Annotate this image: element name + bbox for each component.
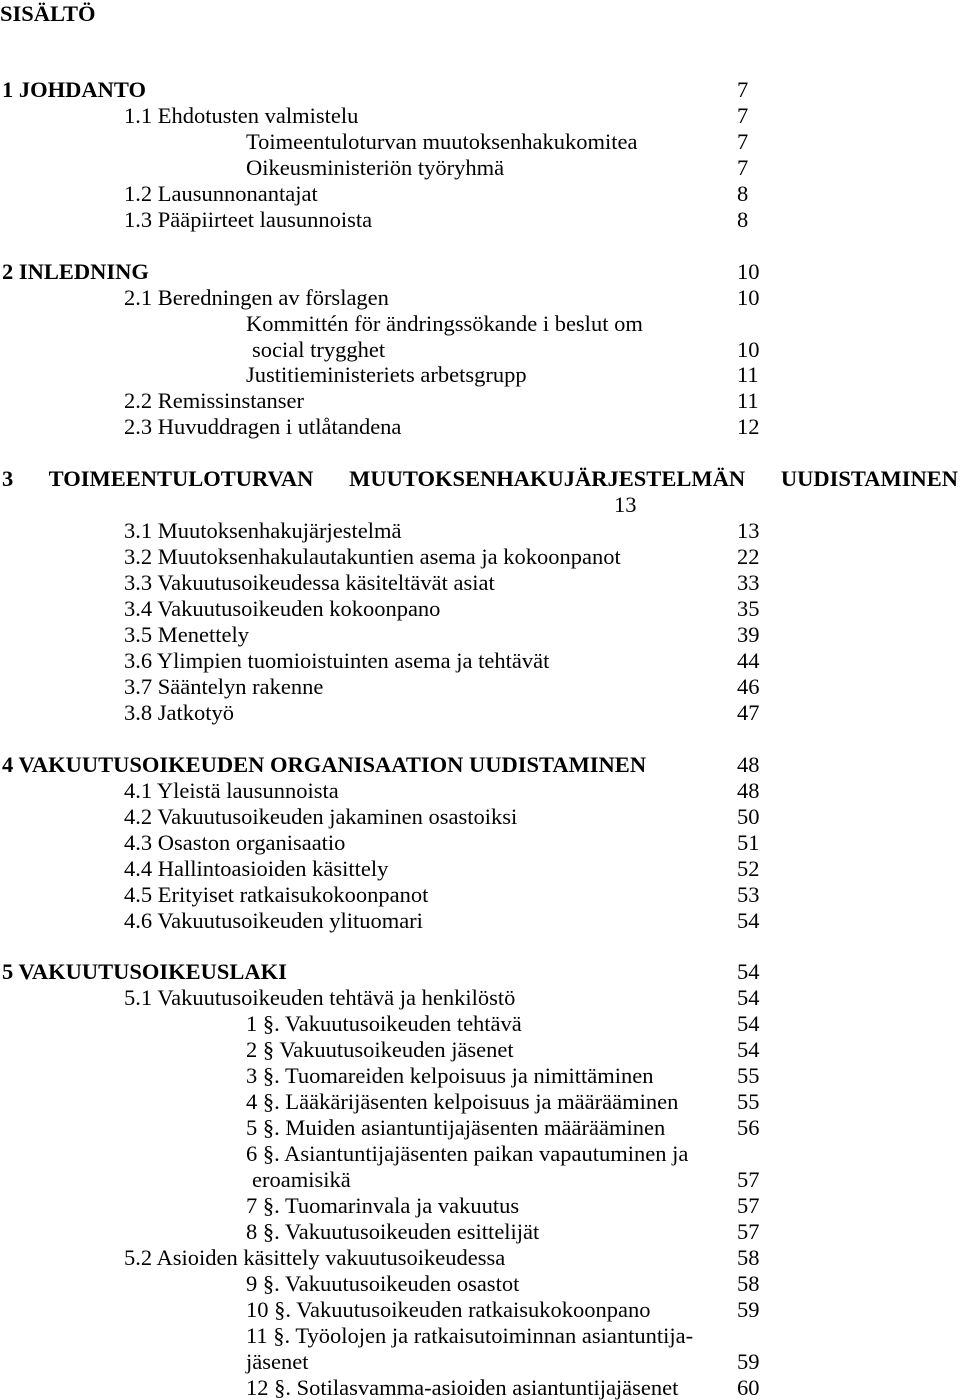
toc-subentry (0, 1012, 960, 1036)
page-number: 59 (737, 1296, 760, 1322)
entry-title: 4.2 Vakuutusoikeuden jakaminen osastoiksi (124, 803, 518, 829)
toc-subentry (0, 130, 960, 154)
subentry-title: 3 §. Tuomareiden kelpoisuus ja nimittäminen (246, 1063, 654, 1089)
section-heading: 1 JOHDANTO (2, 77, 146, 102)
toc-subentry (0, 1272, 960, 1296)
section-heading-row (0, 753, 960, 777)
entry-title: 2.3 Huvuddragen i utlåtandena (124, 414, 402, 440)
page-number: 57 (737, 1167, 760, 1193)
toc-entry (0, 883, 960, 907)
page-number: 13 (614, 492, 637, 518)
page-number: 7 (737, 154, 749, 180)
section-heading: 4 VAKUUTUSOIKEUDEN ORGANISAATION UUDISTAMINEN (2, 751, 647, 777)
toc-subentry (0, 1376, 960, 1400)
toc-subentry (0, 1220, 960, 1244)
subentry-title: 7 §. Tuomarinvala ja vakuutus (246, 1192, 520, 1218)
section-heading: 5 VAKUUTUSOIKEUSLAKI (2, 959, 287, 985)
page-number: 10 (737, 336, 760, 362)
toc-subentry (0, 1116, 960, 1140)
toc-subentry (0, 1064, 960, 1088)
subentry-title-continuation: eroamisikä (252, 1167, 351, 1193)
page-number: 54 (737, 985, 760, 1011)
toc-entry (0, 831, 960, 855)
toc-entry (0, 104, 960, 128)
entry-title: 3.1 Muutoksenhakujärjestelmä (124, 518, 402, 544)
page-number: 11 (737, 388, 759, 414)
page-number: 55 (737, 1089, 760, 1115)
subentry-title: 8 §. Vakuutusoikeuden esittelijät (246, 1218, 540, 1244)
page-number: 8 (737, 206, 749, 232)
page-number: 54 (737, 1037, 760, 1063)
entry-title: 3.7 Sääntelyn rakenne (124, 673, 324, 699)
section-heading-row (0, 467, 960, 491)
page-number: 48 (737, 751, 760, 777)
entry-title: 4.5 Erityiset ratkaisukokoonpanot (124, 881, 429, 907)
section-heading: 2 INLEDNING (2, 258, 149, 284)
page-number: 57 (737, 1218, 760, 1244)
page-number: 12 (737, 414, 760, 440)
page-number: 10 (737, 258, 760, 284)
page-number: 35 (737, 596, 760, 622)
page-number: 57 (737, 1192, 760, 1218)
toc-subentry (0, 156, 960, 180)
toc-entry (0, 597, 960, 621)
blank-line (0, 234, 960, 258)
toc-entry (0, 208, 960, 232)
toc-subentry (0, 1090, 960, 1114)
page-number: 8 (737, 180, 749, 206)
page-number: 54 (737, 959, 760, 985)
toc-subentry (0, 1142, 960, 1166)
entry-title: 3.2 Muutoksenhakulautakuntien asema ja kokoonpanot (124, 544, 621, 570)
subentry-title: 5 §. Muiden asiantuntijajäsenten määrääminen (246, 1115, 666, 1141)
toc-subentry (0, 1324, 960, 1348)
toc-entry (0, 182, 960, 206)
section-heading-page-row (0, 493, 960, 517)
entry-title: 3.8 Jatkotyö (124, 699, 234, 725)
subentry-title: Toimeentuloturvan muutoksenhakukomitea (246, 128, 638, 154)
page-number: 7 (737, 77, 749, 102)
toc-entry (0, 701, 960, 725)
page-number: 58 (737, 1244, 760, 1270)
entry-title: 1.3 Pääpiirteet lausunnoista (124, 206, 373, 232)
toc-subentry (0, 363, 960, 387)
toc-subentry (0, 312, 960, 336)
page-number: 7 (737, 128, 749, 154)
page-number: 56 (737, 1115, 760, 1141)
subentry-title: 1 §. Vakuutusoikeuden tehtävä (246, 1011, 522, 1037)
page-number: 58 (737, 1270, 760, 1296)
entry-title: 4.3 Osaston organisaatio (124, 829, 346, 855)
toc-entry (0, 857, 960, 881)
page-number: 50 (737, 803, 760, 829)
subentry-title-continuation: jäsenet (246, 1348, 309, 1374)
toc-subentry-continuation (0, 1168, 960, 1192)
subentry-title: Oikeusministeriön työryhmä (246, 154, 505, 180)
toc-entry (0, 909, 960, 933)
entry-title: 1.2 Lausunnonantajat (124, 180, 318, 206)
subentry-title: 10 §. Vakuutusoikeuden ratkaisukokoonpano (246, 1296, 651, 1322)
page-number: 51 (737, 829, 760, 855)
page-number: 54 (737, 907, 760, 933)
page-number: 11 (737, 362, 759, 388)
blank-line (0, 441, 960, 465)
entry-title: 2.1 Beredningen av förslagen (124, 284, 389, 310)
toc-entry (0, 805, 960, 829)
toc-subentry-continuation (0, 1350, 960, 1374)
subentry-title: 2 § Vakuutusoikeuden jäsenet (246, 1037, 514, 1063)
page-number: 22 (737, 544, 760, 570)
toc-entry (0, 519, 960, 543)
entry-title: 5.1 Vakuutusoikeuden tehtävä ja henkilöstö (124, 985, 516, 1011)
entry-title: 3.3 Vakuutusoikeudessa käsiteltävät asiat (124, 570, 495, 596)
page-number: 44 (737, 647, 760, 673)
section-heading-row (0, 78, 960, 102)
section-heading: 3 TOIMEENTULOTURVAN MUUTOKSENHAKUJÄRJESTELMÄN UUDISTAMINEN (2, 466, 958, 492)
page-number: 33 (737, 570, 760, 596)
entry-title: 2.2 Remissinstanser (124, 388, 304, 414)
page-number: 54 (737, 1011, 760, 1037)
entry-title: 4.6 Vakuutusoikeuden ylituomari (124, 907, 423, 933)
entry-title: 1.1 Ehdotusten valmistelu (124, 102, 359, 128)
subentry-title: 12 §. Sotilasvamma-asioiden asiantuntijajäsenet (246, 1374, 679, 1400)
toc-entry (0, 1246, 960, 1270)
subentry-title: Kommittén för ändringssökande i beslut om (246, 310, 643, 336)
toc-subentry (0, 1298, 960, 1322)
page-number: 52 (737, 855, 760, 881)
toc-entry (0, 986, 960, 1010)
page-number: 39 (737, 622, 760, 648)
toc-entry (0, 389, 960, 413)
blank-line (0, 934, 960, 958)
blank-line (0, 727, 960, 751)
page-number: 10 (737, 284, 760, 310)
toc-subentry (0, 1194, 960, 1218)
toc-title: SISÄLTÖ (0, 1, 96, 26)
entry-title: 4.1 Yleistä lausunnoista (124, 777, 339, 803)
page-number: 59 (737, 1348, 760, 1374)
page-number: 48 (737, 777, 760, 803)
toc-entry (0, 545, 960, 569)
page-number: 47 (737, 699, 760, 725)
page-number: 55 (737, 1063, 760, 1089)
entry-title: 3.5 Menettely (124, 622, 249, 648)
subentry-title: 11 §. Työolojen ja ratkaisutoiminnan asiantuntija- (246, 1322, 694, 1348)
subentry-title: 9 §. Vakuutusoikeuden osastot (246, 1270, 520, 1296)
section-heading-row (0, 960, 960, 984)
subentry-title: 4 §. Lääkärijäsenten kelpoisuus ja määrääminen (246, 1089, 679, 1115)
subentry-title: Justitieministeriets arbetsgrupp (246, 362, 527, 388)
toc-subentry-continuation (0, 338, 960, 362)
toc-entry (0, 415, 960, 439)
page-number: 13 (737, 518, 760, 544)
toc-entry (0, 286, 960, 310)
toc-entry (0, 649, 960, 673)
page-number: 60 (737, 1374, 760, 1400)
toc-entry (0, 675, 960, 699)
table-of-contents (0, 78, 960, 1400)
entry-title: 3.4 Vakuutusoikeuden kokoonpano (124, 596, 441, 622)
entry-title: 3.6 Ylimpien tuomioistuinten asema ja tehtävät (124, 647, 550, 673)
section-heading-row (0, 260, 960, 284)
page-number: 7 (737, 102, 749, 128)
page-number: 53 (737, 881, 760, 907)
page-number: 46 (737, 673, 760, 699)
entry-title: 5.2 Asioiden käsittely vakuutusoikeudessa (124, 1244, 506, 1270)
subentry-title: 6 §. Asiantuntijajäsenten paikan vapautuminen ja (246, 1141, 689, 1167)
subentry-title-continuation: social trygghet (252, 336, 386, 362)
toc-entry (0, 571, 960, 595)
toc-entry (0, 779, 960, 803)
toc-entry (0, 623, 960, 647)
entry-title: 4.4 Hallintoasioiden käsittely (124, 855, 389, 881)
toc-subentry (0, 1038, 960, 1062)
